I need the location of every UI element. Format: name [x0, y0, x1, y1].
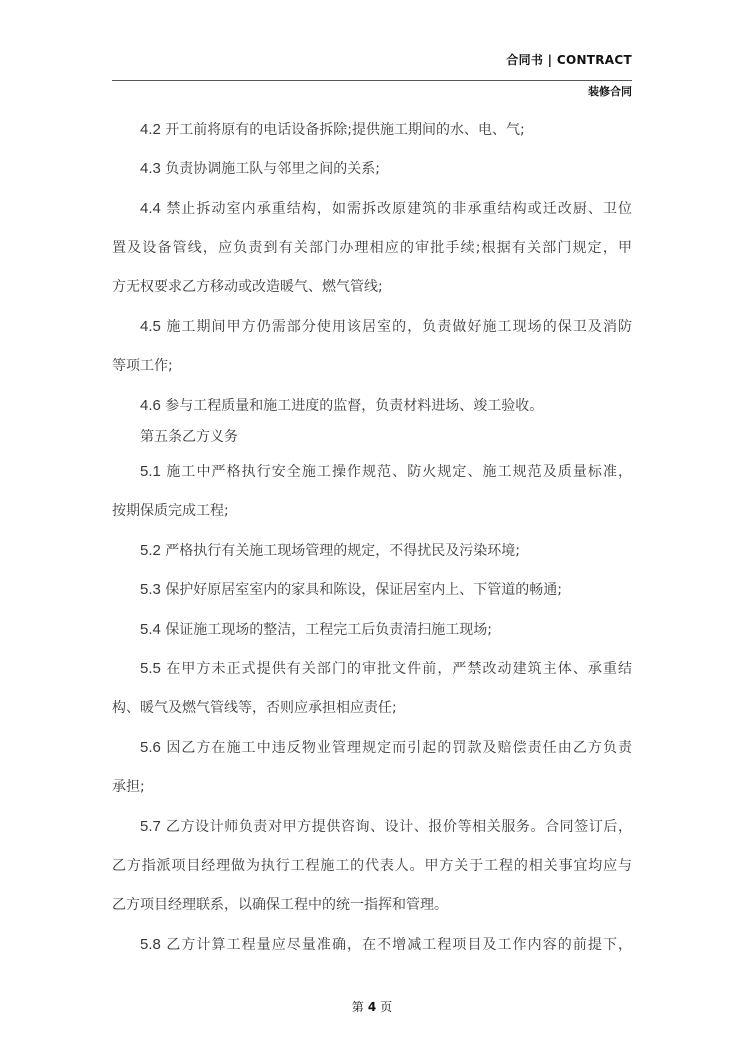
clause-4-4: 4.4 禁止拆动室内承重结构，如需拆改原建筑的非承重结构或迁改厨、卫位: [140, 200, 632, 217]
page-footer: [0, 998, 744, 1015]
clause-4-2: 4.2 开工前将原有的电话设备拆除;提供施工期间的水、电、气;: [140, 121, 525, 138]
page-number: 4: [367, 1000, 377, 1014]
footer-suffix: 页: [380, 1000, 393, 1014]
clause-4-6: 4.6 参与工程质量和施工进度的监督，负责材料进场、竣工验收。: [140, 397, 544, 414]
clause-5-7: 5.7 乙方设计师负责对甲方提供咨询、设计、报价等相关服务。合同签订后，: [140, 818, 632, 835]
clause-5-1-cont: 按期保质完成工程;: [112, 503, 229, 519]
clause-5-5: 5.5 在甲方未正式提供有关部门的审批文件前，严禁改动建筑主体、承重结: [140, 660, 632, 677]
header-title: 合同书 | CONTRACT: [506, 53, 632, 67]
clause-5-6: 5.6 因乙方在施工中违反物业管理规定而引起的罚款及赔偿责任由乙方负责: [140, 739, 632, 756]
clause-5-8: 5.8 乙方计算工程量应尽量准确，在不增减工程项目及工作内容的前提下，: [140, 936, 632, 953]
clause-4-4-cont: 方无权要求乙方移动或改造暖气、燃气管线;: [112, 279, 383, 295]
clause-4-5: 4.5 施工期间甲方仍需部分使用该居室的，负责做好施工现场的保卫及消防: [140, 318, 632, 335]
section-heading: 第五条乙方义务: [140, 429, 238, 445]
header-divider: [112, 80, 632, 81]
clause-4-3: 4.3 负责协调施工队与邻里之间的关系;: [140, 160, 381, 177]
clause-5-1: 5.1 施工中严格执行安全施工操作规范、防火规定、施工规范及质量标准，: [140, 463, 632, 480]
header-subtitle: 装修合同: [588, 85, 632, 98]
clause-5-5-cont: 构、暖气及燃气管线等，否则应承担相应责任;: [112, 700, 397, 716]
clause-5-4: 5.4 保证施工现场的整洁，工程完工后负责清扫施工现场;: [140, 621, 493, 638]
footer-prefix: 第: [351, 1000, 364, 1014]
clause-4-4-cont: 置及设备管线，应负责到有关部门办理相应的审批手续;根据有关部门规定，甲: [112, 240, 632, 256]
clause-5-3: 5.3 保护好原居室室内的家具和陈设，保证居室内上、下管道的畅通;: [140, 581, 563, 598]
clause-5-7-cont: 乙方指派项目经理做为执行工程施工的代表人。甲方关于工程的相关事宜均应与: [112, 858, 632, 874]
clause-5-6-cont: 承担;: [112, 779, 145, 795]
clause-5-2: 5.2 严格执行有关施工现场管理的规定，不得扰民及污染环境;: [140, 542, 521, 559]
clause-4-5-cont: 等项工作;: [112, 358, 173, 374]
clause-5-7-cont: 乙方项目经理联系，以确保工程中的统一指挥和管理。: [112, 897, 448, 913]
